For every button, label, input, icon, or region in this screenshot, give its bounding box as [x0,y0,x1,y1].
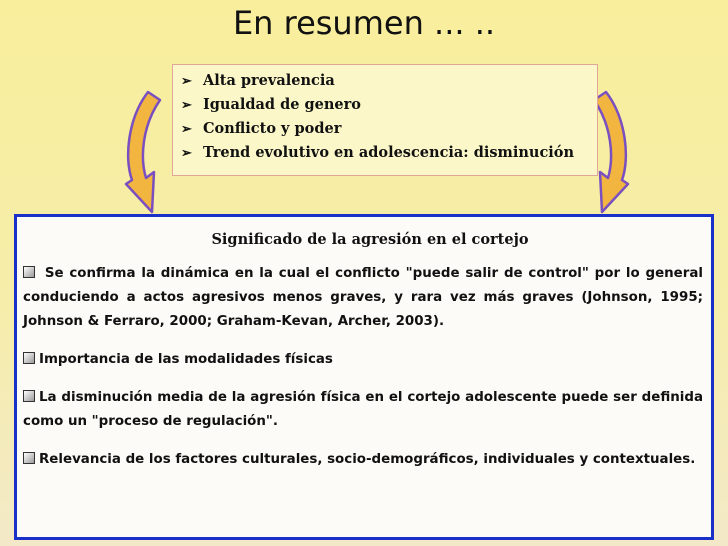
summary-list [173,65,597,165]
paragraph-dynamics [23,262,703,334]
summary-item [181,117,597,141]
summary-item-text: Conflicto y poder [203,120,342,137]
paragraph-factors [23,448,703,472]
checkbox-bullet-icon [23,352,35,364]
slide-title: En resumen ... .. [232,4,496,42]
summary-item [181,141,597,165]
paragraph-text: Relevancia de los factores culturales, socio-demográficos, individuales y contextuales. [39,452,696,467]
summary-item-text: Igualdad de genero [203,96,361,113]
checkbox-bullet-icon [23,266,35,278]
arrowhead-bullet-icon: ➢ [181,74,192,89]
paragraph-text: Importancia de las modalidades físicas [39,352,333,367]
checkbox-bullet-icon [23,452,35,464]
paragraph-text: Se confirma la dinámica en la cual el conflicto "puede salir de control" por lo general conduciendo a actos agresivos menos graves, y rara vez más graves (Johnson, 1995; Johnson & Ferraro, 2000; Graham-Kevan, Archer, 2003). [23,266,703,329]
checkbox-bullet-icon [23,390,35,402]
summary-item-text: Trend evolutivo en adolescencia: disminución [203,144,574,161]
arrowhead-bullet-icon: ➢ [181,146,192,161]
arrowhead-bullet-icon: ➢ [181,122,192,137]
summary-item [181,69,597,93]
box-heading: Significado de la agresión en el cortejo [211,231,529,248]
summary-item [181,93,597,117]
summary-box [172,64,598,176]
left-curved-arrow-icon [122,88,164,216]
paragraph-text: La disminución media de la agresión física en el cortejo adolescente puede ser definida como un "proceso de regulación". [23,390,703,429]
arrowhead-bullet-icon: ➢ [181,98,192,113]
aggression-meaning-box [14,214,714,540]
paragraph-regulation [23,386,703,434]
paragraph-physical [23,348,703,372]
summary-item-text: Alta prevalencia [203,72,335,89]
